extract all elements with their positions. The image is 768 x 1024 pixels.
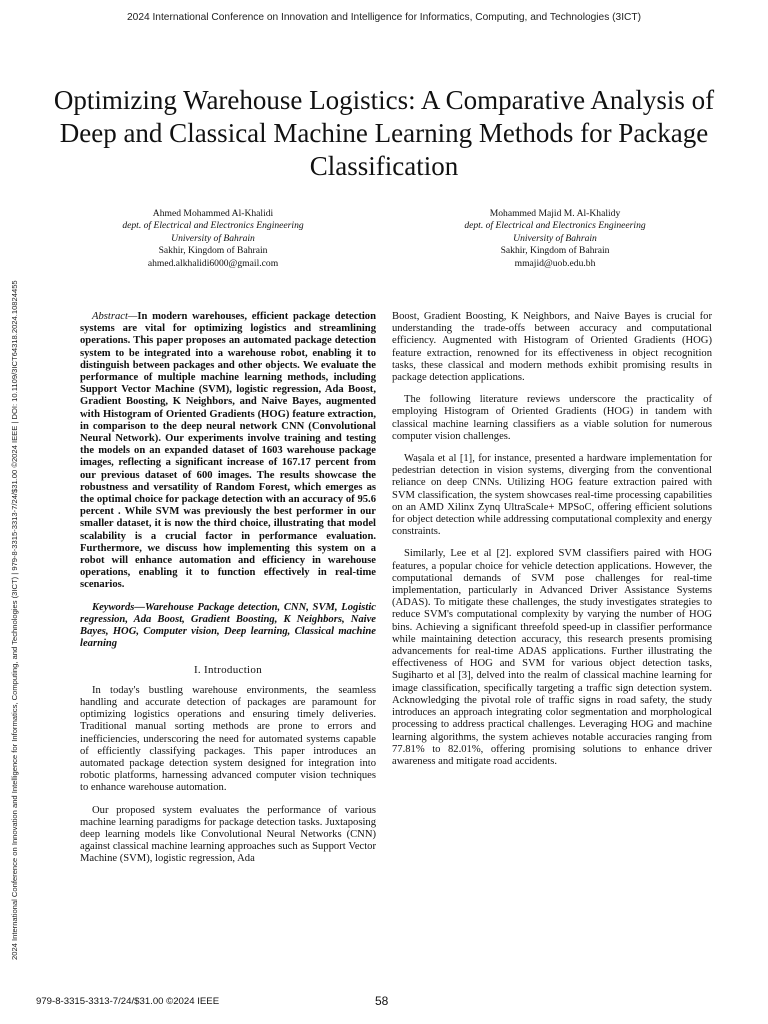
paper-title: Optimizing Warehouse Logistics: A Comparative Analysis of Deep and Classical Machine Learning Methods for Package Classification bbox=[53, 85, 715, 181]
author-location: Sakhir, Kingdom of Bahrain bbox=[500, 245, 610, 257]
abstract-lead: Abstract— bbox=[92, 311, 138, 322]
author-university: University of Bahrain bbox=[171, 232, 255, 244]
author-dept: dept. of Electrical and Electronics Engineering bbox=[464, 220, 646, 232]
keywords-paragraph: Keywords—Warehouse Package detection, CNN, SVM, Logistic regression, Ada Boost, Gradient Boosting, K Neighbors, Naive Bayes, HOG, Computer vision, Deep learning, Classical machine learning bbox=[80, 601, 376, 650]
left-column bbox=[80, 311, 376, 876]
author-email: mmajid@uob.edu.bh bbox=[514, 257, 596, 269]
author-email: ahmed.alkhalidi6000@gmail.com bbox=[147, 257, 279, 269]
footer-isbn: 979-8-3315-3313-7/24/$31.00 ©2024 IEEE bbox=[36, 996, 220, 1007]
author-block-1 bbox=[78, 208, 348, 270]
body-paragraph-wasala: Waṣala et al [1], for instance, presented a hardware implementation for pedestrian detection in vision systems, diverging from the conventional reliance on deep CNNs. Utilizing HOG feature extraction paired with SVM classification, the system showcases real-time processing capabilities on an AMD Xilinx Zynq UltraScale+ MPSoC, offering efficient solutions for object detection while addressing computational complexity and energy constraints. bbox=[392, 453, 712, 538]
intro-paragraph-2: Our proposed system evaluates the performance of various machine learning paradigms for package detection tasks. Juxtaposing deep learning models like Convolutional Neural Networks (CNN) against classical machine learning approaches such as Support Vector Machine (SVM), logistic regression, Ada bbox=[80, 804, 376, 865]
author-location: Sakhir, Kingdom of Bahrain bbox=[158, 245, 268, 257]
side-identifier-strip: 2024 International Conference on Innovation and Intelligence for Informatics, Computing, and Technologies (3ICT) | 979-8-3315-3313-7/24/$31.00 ©2024 IEEE | DOI: 10.1109/3ICT64318.2024.10824455 bbox=[10, 280, 19, 960]
conference-header: 2024 International Conference on Innovation and Intelligence for Informatics, Computing, and Technologies (3ICT) bbox=[126, 12, 642, 23]
author-block-2 bbox=[420, 208, 690, 270]
right-column bbox=[392, 311, 712, 778]
intro-paragraph-1: In today's bustling warehouse environments, the seamless handling and accurate detection of packages are paramount for optimizing logistics operations and ensuring timely deliveries. Traditional manual sorting methods are prone to errors and inefficiencies, underscoring the need for automated systems capable of efficiently classifying packages. This paper introduces an automated package detection system designed for integration into robotic platforms, harnessing advanced computer vision techniques to enhance warehouse automation. bbox=[80, 684, 376, 794]
page-number: 58 bbox=[375, 994, 389, 1008]
body-paragraph-literature: The following literature reviews underscore the practicality of employing Histogram of Oriented Gradients (HOG) in tandem with classical machine learning classifiers as a viable solution for numerous computer vision challenges. bbox=[392, 394, 712, 442]
abstract-text: In modern warehouses, efficient package detection systems are vital for optimizing logistics and streamlining operations. This paper proposes an automated package detection system to be integrated into a warehouse robot, enabling it to distinguish between packages and other objects. We evaluate the performance of multiple machine learning methods, including Support Vector Machine (SVM), logistic regression, Ada Boost, Gradient Boosting, K Neighbors, and Naive Bayes, augmented with Histogram of Oriented Gradients (HOG) feature extraction, in comparison to the deep neural network CNN (Convolutional Neural Network). Our experiments involve training and testing the models on an expanded dataset of 1603 warehouse package images, reflecting a significant increase of 167.17 percent from our previous dataset of 600 images. The results showcase the robustness and versatility of Random Forest, which emerges as the optimal choice for package detection with an accuracy of 95.6 percent . While SVM was previously the best performer in our smaller dataset, it is now the third choice, illustrating that model scalability is a crucial factor in performance evaluation. Furthermore, we discuss how implementing this system on a robot will enhance automation and efficiency in warehouse operations, enabling it to function effectively in real-time scenarios. bbox=[80, 311, 376, 591]
author-name: Mohammed Majid M. Al-Khalidy bbox=[489, 208, 621, 219]
abstract-paragraph bbox=[80, 311, 376, 592]
body-paragraph-lee: Similarly, Lee et al [2]. explored SVM classifiers paired with HOG features, a popular choice for vehicle detection applications. However, the computational demands of SVM pose challenges for real-time implementation, particularly in Advanced Driver Assistance Systems (ADAS). To mitigate these challenges, the study investigates strategies to reduce SVM's computational complexity by varying the number of HOG bins. Achieving a significant threefold speed-up in classifier performance while maintaining detection accuracy, this research presents promising advancements for real-time ADAS applications. Further illustrating the effectiveness of HOG and SVM for various object detection tasks, Sugiharto et al [3], delved into the realm of classical machine learning for image classification, specifically targeting a traffic sign detection system. Acknowledging the pivotal role of traffic signs in road safety, the study introduces an approach integrating color segmentation and morphological processing to address practical challenges. Leveraging HOG and machine learning algorithms, the system achieves notable accuracies ranging from 77.81% to 82.01%, offering promising solutions to enhance driver awareness and mitigate road accidents. bbox=[392, 548, 712, 767]
section-heading-introduction: I. Introduction bbox=[193, 664, 263, 677]
author-dept: dept. of Electrical and Electronics Engineering bbox=[122, 220, 304, 232]
author-university: University of Bahrain bbox=[513, 232, 597, 244]
author-name: Ahmed Mohammed Al-Khalidi bbox=[152, 208, 274, 219]
body-paragraph-continued: Boost, Gradient Boosting, K Neighbors, and Naive Bayes is crucial for understanding the trade-offs between accuracy and computational efficiency. Augmented with Histogram of Oriented Gradients (HOG) feature extraction, renowned for its effectiveness in object recognition tasks, these classical and modern methods exhibit promising results in package detection applications. bbox=[392, 311, 712, 384]
